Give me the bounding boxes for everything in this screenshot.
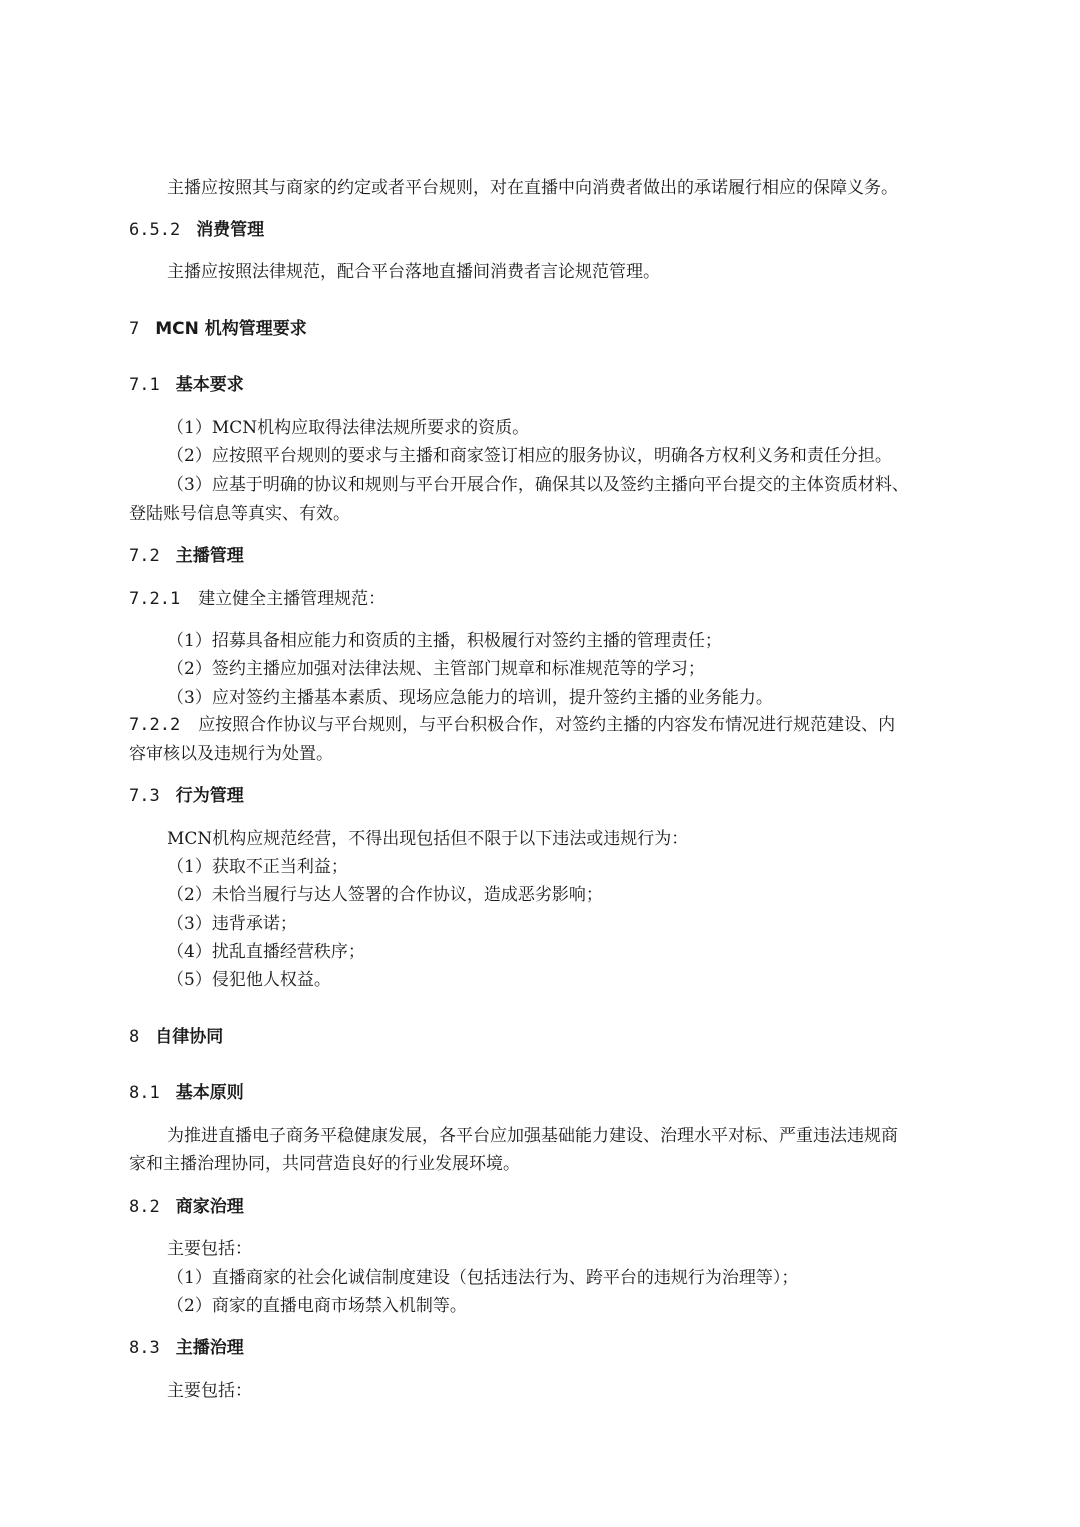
heading-7 — [129, 317, 307, 341]
list-item: （2）商家的直播电商市场禁入机制等。 — [167, 1296, 467, 1316]
heading-title: 主播管理 — [175, 546, 244, 566]
heading-title: 基本原则 — [175, 1083, 244, 1103]
heading-title: 消费管理 — [196, 220, 265, 240]
list-item: （1）招募具备相应能力和资质的主播，积极履行对签约主播的管理责任； — [167, 631, 722, 651]
list-item: （3）应基于明确的协议和规则与平台开展合作，确保其以及签约主播向平台提交的主体资质材料、 — [167, 475, 909, 495]
paragraph-8-3: 主要包括： — [167, 1381, 252, 1401]
subclause-text: 建立健全主播管理规范： — [198, 589, 386, 609]
list-item: （2）应按照平台规则的要求与主播和商家签订相应的服务协议，明确各方权利义务和责任分担。 — [167, 446, 892, 466]
heading-7-1 — [129, 373, 244, 397]
list-item: （2）未恰当履行与达人签署的合作协议，造成恶劣影响； — [167, 885, 603, 905]
list-item: （4）扰乱直播经营秩序； — [167, 942, 365, 962]
list-item: （1）MCN机构应取得法律法规所要求的资质。 — [167, 418, 530, 438]
heading-title: 基本要求 — [175, 375, 244, 395]
heading-number: 7.2 — [129, 546, 160, 566]
list-item: （1）直播商家的社会化诚信制度建设（包括违法行为、跨平台的违规行为治理等）； — [167, 1268, 799, 1288]
list-item: （2）签约主播应加强对法律法规、主管部门规章和标准规范等的学习； — [167, 659, 705, 679]
heading-number: 8.2 — [129, 1197, 160, 1217]
heading-8-1 — [129, 1081, 244, 1105]
heading-7-3 — [129, 784, 244, 808]
heading-number: 8.1 — [129, 1083, 160, 1103]
subclause-number: 7.2.1 — [129, 589, 181, 609]
heading-number: 7.1 — [129, 375, 160, 395]
heading-8-3 — [129, 1336, 244, 1360]
heading-title: 商家治理 — [175, 1197, 244, 1217]
heading-number: 7 — [129, 319, 140, 339]
subclause-text: 应按照合作协议与平台规则，与平台积极合作，对签约主播的内容发布情况进行规范建设、内 — [198, 715, 896, 735]
heading-number: 8.3 — [129, 1338, 160, 1358]
paragraph-8-1: 为推进直播电子商务平稳健康发展，各平台应加强基础能力建设、治理水平对标、严重违法违规商 — [167, 1126, 898, 1146]
list-item-continuation: 登陆账号信息等真实、有效。 — [129, 504, 350, 524]
paragraph-8-2: 主要包括： — [167, 1239, 252, 1259]
subclause-7-2-1 — [129, 587, 385, 611]
subclause-continuation: 容审核以及违规行为处置。 — [129, 744, 333, 764]
list-item: （3）应对签约主播基本素质、现场应急能力的培训，提升签约主播的业务能力。 — [167, 688, 773, 708]
heading-title: MCN 机构管理要求 — [155, 319, 307, 339]
heading-title: 自律协同 — [155, 1027, 224, 1047]
heading-number: 6.5.2 — [129, 220, 181, 240]
paragraph-6-5-2: 主播应按照法律规范，配合平台落地直播间消费者言论规范管理。 — [167, 262, 660, 282]
heading-number: 7.3 — [129, 786, 160, 806]
heading-7-2 — [129, 544, 244, 568]
heading-title: 行为管理 — [175, 786, 244, 806]
subclause-number: 7.2.2 — [129, 715, 181, 735]
heading-number: 8 — [129, 1027, 140, 1047]
paragraph-8-1-continuation: 家和主播治理协同，共同营造良好的行业发展环境。 — [129, 1154, 520, 1174]
heading-title: 主播治理 — [175, 1338, 244, 1358]
list-item: （3）违背承诺； — [167, 914, 297, 934]
paragraph-6-5-1-end: 主播应按照其与商家的约定或者平台规则，对在直播中向消费者做出的承诺履行相应的保障义务。 — [167, 178, 898, 198]
heading-6-5-2 — [129, 218, 264, 242]
list-item: （1）获取不正当利益； — [167, 857, 348, 877]
paragraph-7-3: MCN机构应规范经营，不得出现包括但不限于以下违法或违规行为： — [167, 829, 689, 849]
heading-8-2 — [129, 1195, 244, 1219]
subclause-7-2-2 — [129, 713, 895, 737]
heading-8 — [129, 1025, 223, 1049]
list-item: （5）侵犯他人权益。 — [167, 970, 331, 990]
